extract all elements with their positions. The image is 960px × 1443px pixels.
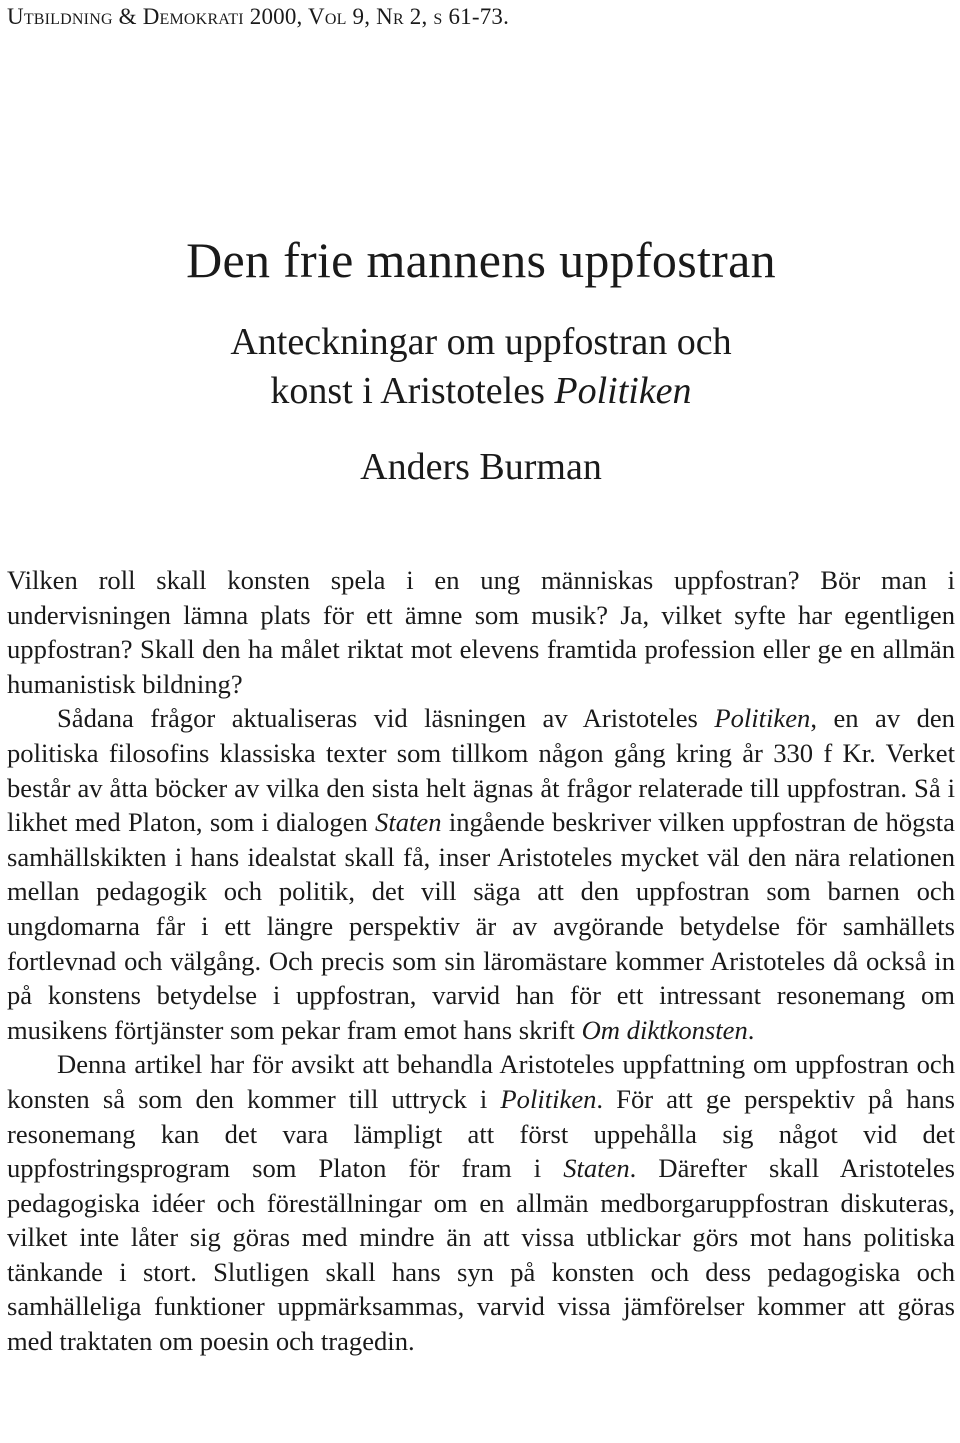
p3-text-b: . För att ge perspektiv på hans resonemang kan det vara lämpligt att först uppehålla sig något vid det uppfostringsprogram som Platon för fram i: [7, 1083, 955, 1184]
rh-v: V: [308, 4, 325, 29]
p2-text-a: Sådana frågor aktualiseras vid läsningen av Aristoteles: [57, 703, 715, 734]
p2-italic-om-diktkonsten: Om diktkonsten: [581, 1014, 748, 1045]
p2-italic-politiken: Politiken: [714, 703, 811, 734]
rh-year: 2000,: [243, 4, 309, 29]
subtitle-italic: Politiken: [554, 370, 692, 412]
paragraph-3: [7, 1047, 955, 1358]
rh-n: N: [376, 4, 393, 29]
subtitle-line-1: Anteckningar om uppfostran och: [230, 321, 732, 363]
article-subtitle: [7, 318, 955, 416]
rh-s: s: [433, 4, 443, 29]
rh-journal: tbildning: [23, 4, 113, 29]
rh-nr-num: 2,: [403, 4, 434, 29]
rh-amp: &: [112, 4, 143, 29]
p3-text-c: . Därefter skall Aristoteles pedagogiska idéer och föreställningar om en allmän medborgaruppfostran diskuteras, vilket inte låter sig göras med mindre än att vissa utblickar görs mot hans politiska tänkande i stort. Slutligen skall hans syn på konsten och dess pedagogiska och samhälleliga funktioner uppmärksammas, varvid vissa jämförelser kommer att göras med traktaten om poesin och tragedin.: [7, 1153, 955, 1357]
paragraph-2: [7, 701, 955, 1047]
rh-d: D: [142, 4, 160, 29]
p2-italic-staten: Staten: [375, 807, 442, 838]
p3-italic-staten: Staten: [563, 1153, 630, 1184]
body-text: [7, 563, 955, 1359]
paragraph-1: Vilken roll skall konsten spela i en ung människas uppfostran? Bör man i undervisningen lämna plats för ett ämne som musik? Ja, vilket syfte har egentligen uppfostran? Skall den ha målet riktat mot elevens framtida profession eller ge en allmän humanistisk bildning?: [7, 565, 955, 699]
p2-text-b: , en av den politiska filosofins klassiska texter som tillkom någon gång kring år 330 f Kr. Verket består av åtta böcker av vilka den sista helt ägnas åt frågor relaterade till uppfostran. Så i likhet med Platon, som i dialogen: [7, 703, 955, 838]
p3-italic-politiken: Politiken: [500, 1083, 597, 1114]
article-title: Den frie mannens uppfostran: [186, 232, 776, 288]
subtitle-line-2: [7, 367, 955, 416]
rh-vol-num: 9,: [346, 4, 377, 29]
rh-u: U: [7, 4, 24, 29]
author-name: Anders Burman: [360, 446, 602, 488]
subtitle-line-2-text: konst i Aristoteles: [270, 370, 555, 412]
rh-journal2: emokrati: [159, 4, 244, 29]
p3-text-a: Denna artikel har för avsikt att behandla Aristoteles uppfattning om uppfostran och konsten så som den kommer till uttryck i: [7, 1049, 955, 1114]
rh-vol: ol: [324, 4, 347, 29]
running-head: [7, 4, 509, 30]
rh-nr: r: [392, 4, 404, 29]
rh-pages: 61-73.: [442, 4, 510, 29]
p2-text-c: ingående beskriver vilken uppfostran de högsta samhällskikten i hans idealstat skall få, inser Aristoteles mycket väl den nära relationen mellan pedagogik och politik, det vill säga att den uppfostran som barnen och ungdomarna får i ett längre perspektiv är av avgörande betydelse för samhällets fortlevnad och välgång. Och precis som sin läromästare kommer Aristoteles då också in på konstens betydelse i uppfostran, varvid han för ett intressant resonemang om musikens förtjänster som pekar fram emot hans skrift: [7, 807, 955, 1045]
p2-text-d: .: [747, 1014, 755, 1045]
